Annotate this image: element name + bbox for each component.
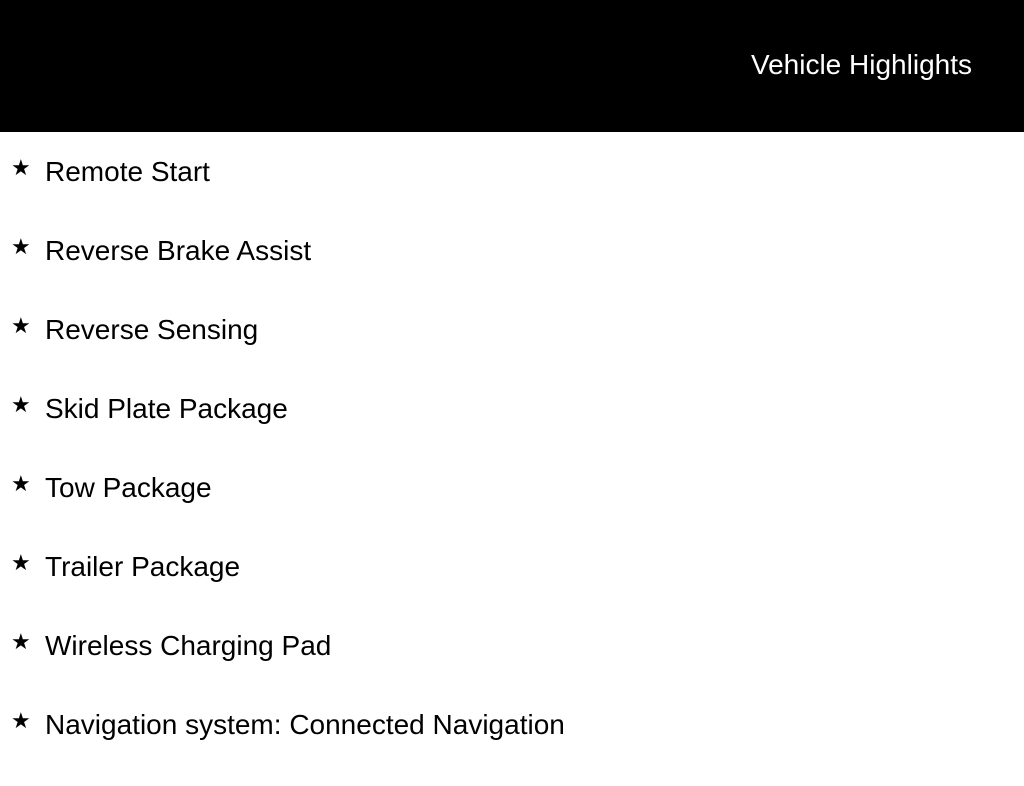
header-bar <box>0 0 1024 132</box>
list-item <box>0 233 1024 312</box>
list-item-label: Tow Package <box>45 472 212 503</box>
list-item <box>0 470 1024 549</box>
highlights-list <box>0 154 1024 786</box>
page-title: Vehicle Highlights <box>750 49 972 80</box>
star-icon: ★ <box>11 708 31 733</box>
list-item <box>0 312 1024 391</box>
star-icon: ★ <box>11 550 31 575</box>
list-item <box>0 549 1024 628</box>
list-item-label: Skid Plate Package <box>45 393 288 424</box>
list-item <box>0 391 1024 470</box>
star-icon: ★ <box>11 155 31 180</box>
list-item <box>0 707 1024 786</box>
list-item-label: Remote Start <box>45 156 210 187</box>
list-item-label: Reverse Brake Assist <box>45 235 312 266</box>
star-icon: ★ <box>11 629 31 654</box>
list-item <box>0 154 1024 233</box>
star-icon: ★ <box>11 313 31 338</box>
list-item-label: Trailer Package <box>45 551 241 582</box>
list-item <box>0 628 1024 707</box>
list-item-label: Navigation system: Connected Navigation <box>45 709 565 740</box>
star-icon: ★ <box>11 392 31 417</box>
star-icon: ★ <box>11 471 31 496</box>
star-icon: ★ <box>11 234 31 259</box>
list-item-label: Wireless Charging Pad <box>45 630 332 661</box>
list-item-label: Reverse Sensing <box>45 314 259 345</box>
